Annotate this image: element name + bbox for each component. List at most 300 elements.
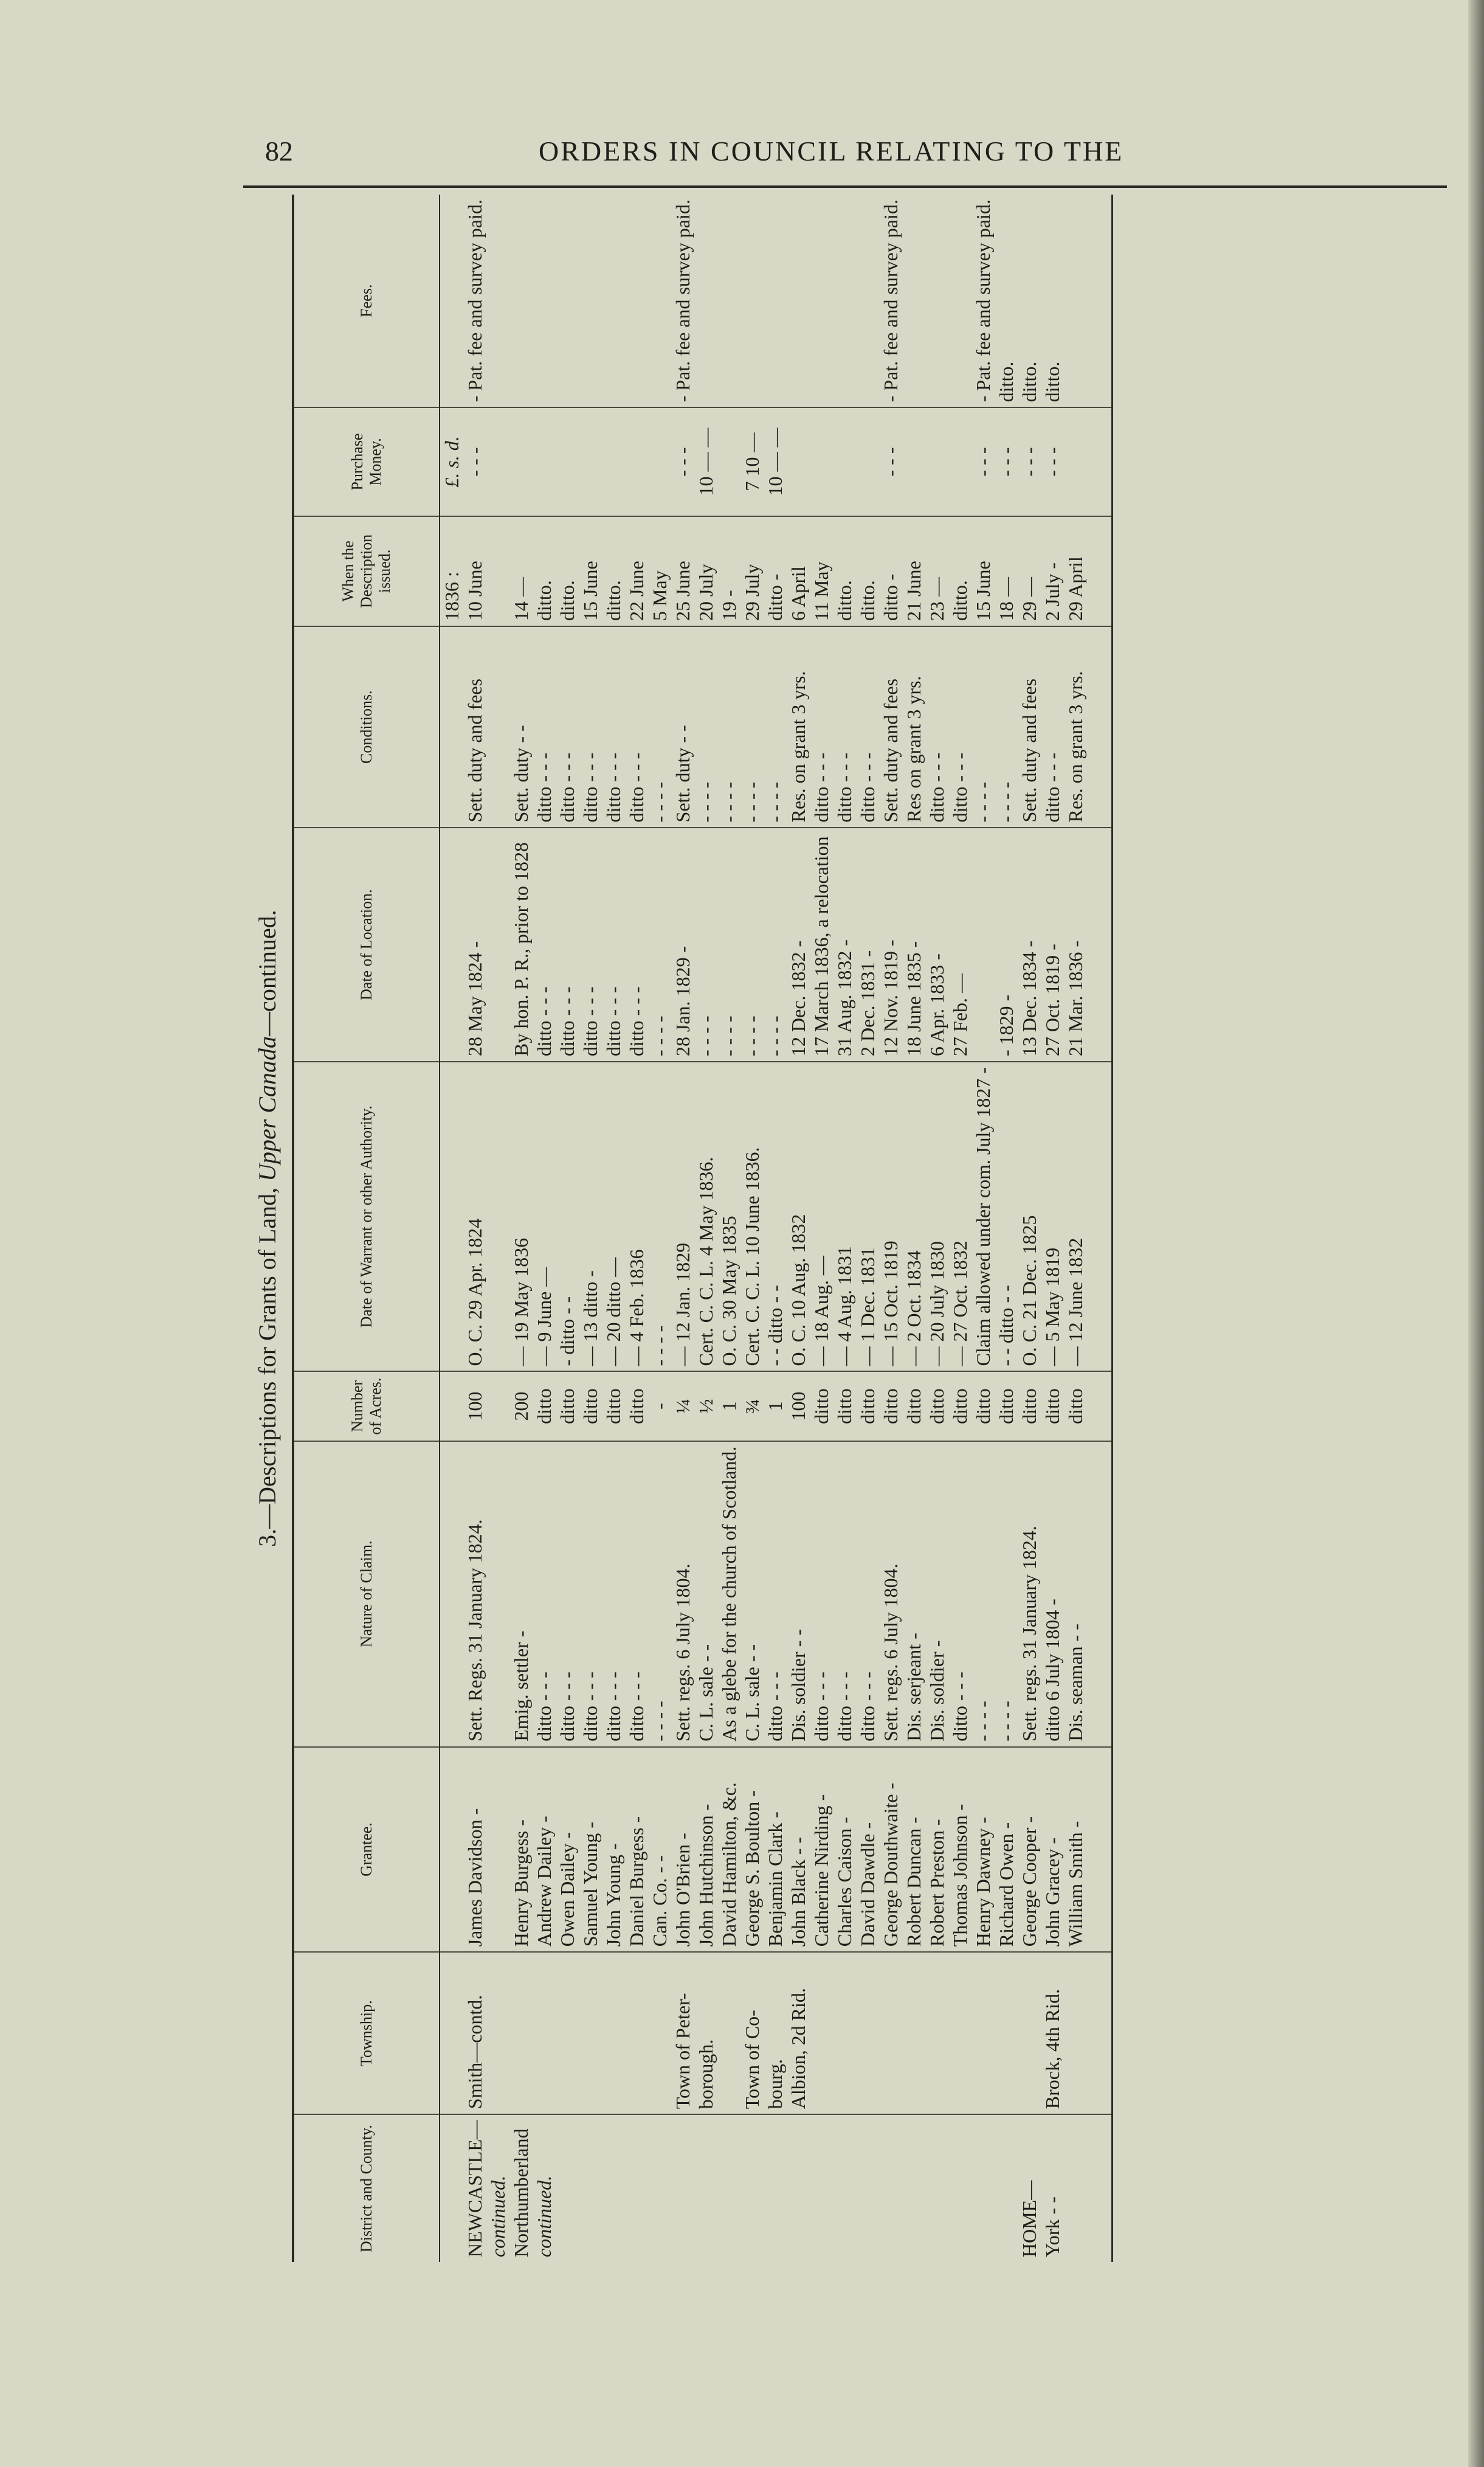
cell-issued: ditto. [856,516,879,626]
cell-fees: - Pat. fee and survey paid. [671,195,694,407]
cell-district: HOME— [1018,2180,1040,2257]
cell-issued: 21 June [902,516,925,626]
cell-district [1064,2114,1113,2262]
cell-money [602,407,625,516]
cell-acres: 200 [509,1371,533,1441]
table-row [463,195,486,2262]
cell-fees [810,195,833,407]
cell-conditions: ditto - - - [948,626,972,828]
cell-grantee: Charles Caison - [833,1747,856,1953]
cell-conditions: ditto - - - [602,626,625,828]
column-header: District and County. [293,2114,440,2262]
table-row [579,195,602,2262]
cell-district [579,2114,602,2262]
cell-money [486,407,509,516]
cell-warrant: — 5 May 1819 [1041,1062,1064,1371]
cell-conditions: ditto - - - [810,626,833,828]
cell-district [925,2114,948,2262]
cell-township [972,1952,995,2114]
cell-township [486,1952,509,2114]
cell-grantee: Daniel Burgess - [625,1747,648,1953]
cell-warrant: - - - - [648,1062,671,1371]
cell-money: - - - [463,407,486,516]
cell-fees: ditto. [1018,195,1041,407]
cell-acres: ditto [972,1371,995,1441]
cell-money [948,407,972,516]
cell-issued: ditto. [533,516,556,626]
cell-location: 28 May 1824 - [463,828,486,1062]
cell-warrant: Cert. C. C. L. 10 June 1836. [740,1062,764,1371]
cell-district: NEWCASTLE— [464,2120,486,2257]
cell-money: - - - [1041,407,1064,516]
column-header: Conditions. [293,626,440,828]
cell-township [833,1952,856,2114]
cell-location: 13 Dec. 1834 - [1018,828,1041,1062]
cell-issued: 5 May [648,516,671,626]
cell-acres: ditto [1041,1371,1064,1441]
table-row [509,195,533,2262]
cell-township [579,1952,602,2114]
cell-district [948,2114,972,2262]
column-header: Number of Acres. [293,1371,440,1441]
subheader-cell [440,2114,463,2262]
cell-grantee: John O'Brien - [671,1747,694,1953]
cell-fees [833,195,856,407]
column-header: Grantee. [293,1747,440,1953]
cell-claim: ditto - - - [810,1441,833,1747]
cell-district [717,2114,740,2262]
cell-location: - - - - [694,828,717,1062]
cell-warrant: - - ditto - - [995,1062,1018,1371]
cell-location: ditto - - - [533,828,556,1062]
cell-conditions: Res. on grant 3 yrs. [1064,626,1113,828]
cell-money: 10 — — [764,407,787,516]
cell-fees [740,195,764,407]
cell-grantee: John Young - [602,1747,625,1953]
cell-conditions: - - - - [717,626,740,828]
table-row [1041,195,1064,2262]
table-row [1064,195,1113,2262]
cell-warrant: O. C. 21 Dec. 1825 [1018,1062,1041,1371]
subheader-cell [440,626,463,828]
subheader-cell [440,1747,463,1953]
cell-warrant: — 12 June 1832 [1064,1062,1113,1371]
cell-issued: ditto. [602,516,625,626]
table-row [671,195,694,2262]
cell-claim: C. L. sale - - [694,1441,717,1747]
cell-money [1064,407,1113,516]
cell-township [717,1952,740,2114]
cell-grantee: Can. Co. - - [648,1747,671,1953]
cell-acres: ditto [879,1371,902,1441]
cell-acres: ditto [925,1371,948,1441]
subheader-cell [440,1062,463,1371]
cell-district: Northumberland [510,2128,532,2257]
cell-grantee: Henry Burgess - [509,1747,533,1953]
cell-fees [648,195,671,407]
cell-claim: ditto 6 July 1804 - [1041,1441,1064,1747]
cell-conditions: ditto - - - [925,626,948,828]
column-header: Purchase Money. [293,407,440,516]
cell-issued: 10 June [463,516,486,626]
cell-money [625,407,648,516]
cell-township [879,1952,902,2114]
cell-warrant: Cert. C. C. L. 4 May 1836. [694,1062,717,1371]
table-row [533,195,556,2262]
cell-location: 31 Aug. 1832 - [833,828,856,1062]
cell-issued: 29 — [1018,516,1041,626]
cell-money [787,407,810,516]
cell-money: - - - [879,407,902,516]
cell-warrant: - - ditto - - [764,1062,787,1371]
cell-township [625,1952,648,2114]
cell-location: ditto - - - [556,828,579,1062]
cell-grantee: Thomas Johnson - [948,1747,972,1953]
cell-location: By hon. P. R., prior to 1828 [509,828,533,1062]
cell-fees: - Pat. fee and survey paid. [463,195,486,407]
column-header: When the Description issued. [293,516,440,626]
cell-location [972,828,995,1062]
table-row [740,195,764,2262]
table-row [925,195,948,2262]
cell-issued: 29 July [740,516,764,626]
subheader-cell [440,1952,463,2114]
cell-claim: Dis. serjeant - [902,1441,925,1747]
cell-claim: Sett. regs. 6 July 1804. [671,1441,694,1747]
cell-township [648,1952,671,2114]
cell-grantee: Richard Owen - [995,1747,1018,1953]
cell-fees [556,195,579,407]
cell-location: - - - - [740,828,764,1062]
cell-location: 12 Dec. 1832 - [787,828,810,1062]
cell-location: - 1829 - [995,828,1018,1062]
cell-claim: Sett. regs. 6 July 1804. [879,1441,902,1747]
cell-township [995,1952,1018,2114]
table-row [995,195,1018,2262]
table-row [902,195,925,2262]
cell-fees [533,195,556,407]
cell-issued: 19 - [717,516,740,626]
cell-money [533,407,556,516]
cell-acres: ditto [948,1371,972,1441]
cell-location: - - - - [648,828,671,1062]
cell-warrant: — 4 Feb. 1836 [625,1062,648,1371]
cell-township: Town of Peter- [671,1952,694,2114]
cell-acres [486,1371,509,1441]
cell-claim: ditto - - - [625,1441,648,1747]
cell-acres: ditto [1064,1371,1113,1441]
cell-grantee: John Hutchinson - [694,1747,717,1953]
cell-claim: ditto - - - [764,1441,787,1747]
cell-acres: ditto [902,1371,925,1441]
cell-conditions: - - - - [972,626,995,828]
cell-claim: Dis. seaman - - [1064,1441,1113,1747]
table-row [833,195,856,2262]
rotated-table-area [249,195,1453,2262]
cell-fees [694,195,717,407]
cell-fees [579,195,602,407]
subheader-cell [440,1441,463,1747]
cell-acres: ditto [579,1371,602,1441]
cell-warrant: Claim allowed under com. July 1827 - [972,1062,995,1371]
cell-issued: 15 June [579,516,602,626]
cell-conditions: ditto - - - [1041,626,1064,828]
cell-money [648,407,671,516]
cell-township: bourg. [764,1952,787,2114]
cell-district [602,2114,625,2262]
cell-grantee: Andrew Dailey - [533,1747,556,1953]
cell-issued: 18 — [995,516,1018,626]
cell-fees [1064,195,1113,407]
cell-issued: 23 — [925,516,948,626]
table-row [648,195,671,2262]
cell-warrant: — 18 Aug. — [810,1062,833,1371]
table-row [810,195,833,2262]
cell-acres: ditto [625,1371,648,1441]
cell-claim: - - - - [972,1441,995,1747]
cell-fees [602,195,625,407]
cell-warrant: — 1 Dec. 1831 [856,1062,879,1371]
cell-conditions: Sett. duty and fees [879,626,902,828]
cell-money: 7 10 — [740,407,764,516]
cell-claim: As a glebe for the church of Scotland. [717,1441,740,1747]
cell-money: - - - [671,407,694,516]
cell-grantee: David Hamilton, &c. [717,1747,740,1953]
column-header: Date of Warrant or other Authority. [293,1062,440,1371]
cell-issued: 2 July - [1041,516,1064,626]
cell-money [579,407,602,516]
cell-acres: ditto [810,1371,833,1441]
cell-grantee: Henry Dawney - [972,1747,995,1953]
cell-location: 21 Mar. 1836 - [1064,828,1113,1062]
cell-district [764,2114,787,2262]
cell-district [740,2114,764,2262]
table-row [764,195,787,2262]
cell-issued: ditto. [556,516,579,626]
cell-conditions: - - - - [995,626,1018,828]
cell-location: 27 Feb. — [948,828,972,1062]
cell-money [509,407,533,516]
cell-grantee: William Smith - [1064,1747,1113,1953]
cell-township: Albion, 2d Rid. [787,1952,810,2114]
cell-fees [902,195,925,407]
cell-money: 10 — — [694,407,717,516]
subheader-cell: 1836 : [440,516,463,626]
cell-claim: ditto - - - [948,1441,972,1747]
caption-prefix: 3.—Descriptions for Grants of Land, [254,1187,281,1547]
cell-district [556,2114,579,2262]
table-row [717,195,740,2262]
cell-fees [625,195,648,407]
table-row [879,195,902,2262]
cell-district [879,2114,902,2262]
cell-township [925,1952,948,2114]
column-header: Fees. [293,195,440,407]
cell-issued: 29 April [1064,516,1113,626]
cell-acres: 100 [463,1371,486,1441]
cell-location: 28 Jan. 1829 - [671,828,694,1062]
cell-warrant: — 15 Oct. 1819 [879,1062,902,1371]
cell-acres: ditto [856,1371,879,1441]
cell-acres: ¼ [671,1371,694,1441]
cell-money: - - - [1018,407,1041,516]
cell-township: Smith—contd. [463,1952,486,2114]
cell-location: ditto - - - [625,828,648,1062]
cell-money [856,407,879,516]
cell-fees [509,195,533,407]
cell-acres: 100 [787,1371,810,1441]
cell-township [902,1952,925,2114]
cell-location: 18 June 1835 - [902,828,925,1062]
cell-acres: ½ [694,1371,717,1441]
cell-conditions: Sett. duty - - [671,626,694,828]
cell-claim: ditto - - - [556,1441,579,1747]
cell-issued: 22 June [625,516,648,626]
cell-warrant: - ditto - - [556,1062,579,1371]
cell-district [902,2114,925,2262]
cell-warrant: — 9 June — [533,1062,556,1371]
cell-claim: - - - - [648,1441,671,1747]
cell-conditions: - - - - [694,626,717,828]
cell-fees [764,195,787,407]
cell-claim: ditto - - - [856,1441,879,1747]
cell-fees: ditto. [995,195,1018,407]
cell-grantee: Benjamin Clark - [764,1747,787,1953]
subheader-cell: £. s. d. [440,407,463,516]
cell-township [810,1952,833,2114]
cell-conditions [486,626,509,828]
cell-money [717,407,740,516]
table-row [556,195,579,2262]
cell-district [787,2114,810,2262]
cell-location: 27 Oct. 1819 - [1041,828,1064,1062]
cell-township: Brock, 4th Rid. [1041,1952,1064,2114]
cell-grantee: John Black - - [787,1747,810,1953]
cell-acres: 1 [764,1371,787,1441]
cell-location: ditto - - - [602,828,625,1062]
cell-claim: Sett. regs. 31 January 1824. [1018,1441,1041,1747]
cell-warrant: — 2 Oct. 1834 [902,1062,925,1371]
cell-issued: 25 June [671,516,694,626]
cell-district [671,2114,694,2262]
cell-grantee: Owen Dailey - [556,1747,579,1953]
cell-acres: 1 [717,1371,740,1441]
table-row [948,195,972,2262]
cell-township: Town of Co- [740,1952,764,2114]
cell-district: continued. [533,2175,555,2257]
table-row [602,195,625,2262]
cell-acres: ditto [1018,1371,1041,1441]
cell-acres: ditto [833,1371,856,1441]
subheader-cell [440,1371,463,1441]
cell-warrant: — 20 July 1830 [925,1062,948,1371]
subheader-cell [440,828,463,1062]
table-body [440,195,1113,2262]
cell-claim: Sett. Regs. 31 January 1824. [463,1441,486,1747]
cell-claim: ditto - - - [833,1441,856,1747]
cell-acres: ditto [995,1371,1018,1441]
cell-fees [948,195,972,407]
cell-money [902,407,925,516]
cell-grantee: Samuel Young - [579,1747,602,1953]
cell-township: borough. [694,1952,717,2114]
cell-grantee: James Davidson - [463,1747,486,1953]
cell-conditions: ditto - - - [856,626,879,828]
cell-fees: - Pat. fee and survey paid. [972,195,995,407]
cell-conditions: Res. on grant 3 yrs. [787,626,810,828]
cell-fees [717,195,740,407]
cell-conditions: Res on grant 3 yrs. [902,626,925,828]
cell-claim: ditto - - - [579,1441,602,1747]
cell-money [556,407,579,516]
cell-conditions: ditto - - - [579,626,602,828]
table-row [486,195,509,2262]
cell-district [625,2114,648,2262]
cell-grantee: Robert Duncan - [902,1747,925,1953]
cell-warrant: O. C. 29 Apr. 1824 [463,1062,486,1371]
cell-fees: - Pat. fee and survey paid. [879,195,902,407]
cell-district [648,2114,671,2262]
cell-grantee: George Cooper - [1018,1747,1041,1953]
page-edge-shadow [1468,0,1484,2467]
cell-warrant: — 27 Oct. 1832 [948,1062,972,1371]
cell-district [810,2114,833,2262]
cell-conditions: ditto - - - [833,626,856,828]
cell-township [533,1952,556,2114]
cell-claim [486,1441,509,1747]
cell-conditions: - - - - [764,626,787,828]
cell-conditions: - - - - [648,626,671,828]
cell-township [948,1952,972,2114]
cell-issued: 20 July [694,516,717,626]
running-head: ORDERS IN COUNCIL RELATING TO THE [539,136,1124,167]
cell-warrant [486,1062,509,1371]
cell-acres: - [648,1371,671,1441]
cell-money [925,407,948,516]
table-row [694,195,717,2262]
cell-warrant: — 12 Jan. 1829 [671,1062,694,1371]
cell-issued: ditto - [879,516,902,626]
cell-acres: ditto [602,1371,625,1441]
cell-claim: Emig. settler - [509,1441,533,1747]
cell-money [833,407,856,516]
cell-issued: 14 — [509,516,533,626]
cell-district [856,2114,879,2262]
cell-grantee: George S. Boulton - [740,1747,764,1953]
cell-township [1064,1952,1113,2114]
cell-grantee [486,1747,509,1953]
cell-issued: 11 May [810,516,833,626]
cell-grantee: Robert Preston - [925,1747,948,1953]
caption-place: Upper Canada [254,1036,281,1182]
caption-suffix: —continued. [254,910,281,1036]
cell-warrant: — 19 May 1836 [509,1062,533,1371]
cell-claim: C. L. sale - - [740,1441,764,1747]
cell-conditions: Sett. duty - - [509,626,533,828]
cell-district: continued. [487,2175,509,2257]
cell-conditions: ditto - - - [556,626,579,828]
cell-claim: ditto - - - [533,1441,556,1747]
table-row [856,195,879,2262]
cell-fees [925,195,948,407]
page-number: 82 [265,136,293,167]
cell-fees [486,195,509,407]
cell-issued: ditto - [764,516,787,626]
cell-conditions: - - - - [740,626,764,828]
cell-claim: Dis. soldier - - [787,1441,810,1747]
grants-table [292,195,1113,2262]
column-header: Township. [293,1952,440,2114]
